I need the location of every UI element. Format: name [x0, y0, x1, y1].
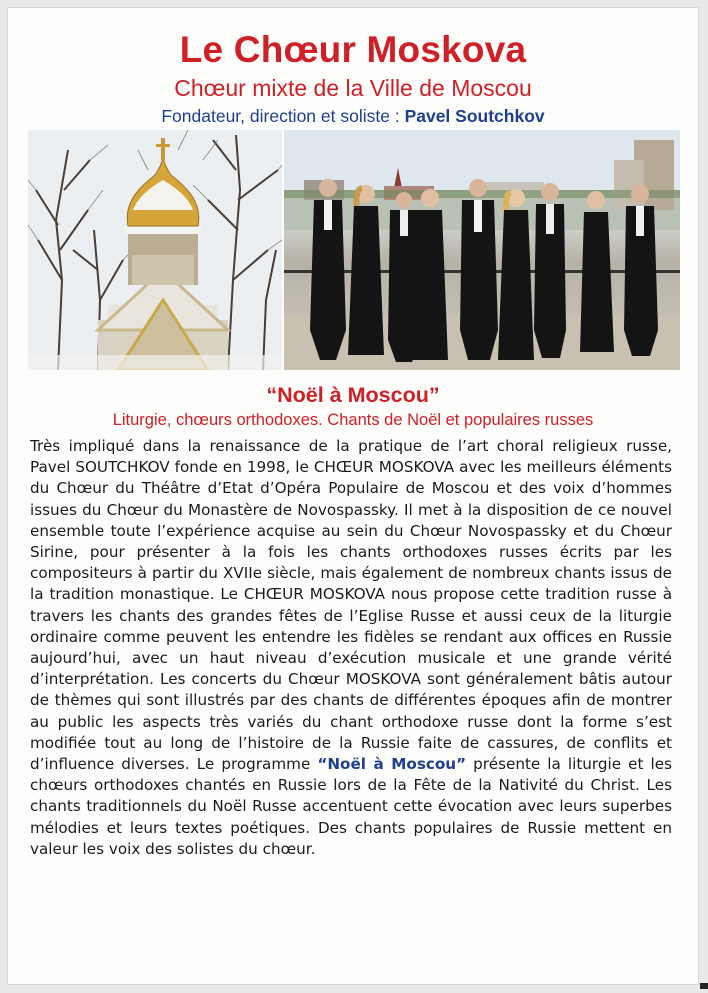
- flyer-page: [8, 8, 698, 984]
- founder-prefix: Fondateur, direction et soliste :: [161, 106, 405, 126]
- description-paragraph: [30, 436, 672, 860]
- choir-illustration: [284, 130, 680, 370]
- description-part-1: Très impliqué dans la renaissance de la pratique de l’art choral religieux russe, Pavel SOUTCHKOV fonde en 1998, le CHŒUR MOSKOVA avec les meilleurs éléments du Chœur du Théâtre d’Etat d’Opéra Populaire de Moscou et des voix d’hommes issues du Chœur du Monastère de Novospassky. Il met à la disposition de ce nouvel ensemble toute l’expérience acquise au sein du Chœur Novospassky et du Chœur Sirine, pour présenter à la fois les chants orthodoxes russes écrits par les compositeurs à partir du XVIIe siècle, mais également de nombreux chants issus de la tradition monastique. Le CHŒUR MOSKOVA nous propose cette tradition russe à travers les chants des grandes fêtes de l’Eglise Russe et aussi ceux de la liturgie ordinaire comme peuvent les entendre les fidèles se rendant aux offices en Russie aujourd’hui, avec un haut niveau d’exécution musicale et une grande vérité d’interprétation. Les concerts du Chœur MOSKOVA sont généralement bâtis autour de thèmes qui sont illustrés par des chants de différentes époques afin de montrer au public les aspects très variés du chant orthodoxe russe dont la forme s’est modifiée tout au long de l’histoire de la Russie faite de cassures, de conflits et d’influence diverses. Le programme: [30, 437, 672, 774]
- flyer-header: [8, 30, 698, 127]
- scan-edge-mark: [700, 983, 708, 989]
- concert-subtitle: Liturgie, chœurs orthodoxes. Chants de Noël et populaires russes: [112, 411, 594, 429]
- founder-line: [8, 105, 698, 127]
- founder-name: Pavel Soutchkov: [404, 106, 545, 126]
- church-illustration: [28, 130, 282, 370]
- church-photo: [28, 130, 282, 370]
- choir-photo: [284, 130, 680, 370]
- concert-title: “Noël à Moscou”: [266, 383, 440, 407]
- description-part-2: présente la liturgie et les chœurs orthodoxes chantés en Russie lors de la Fête de la Nativité du Christ. Les chants traditionnels du Noël Russe accentuent cette évocation avec leurs superbes mélodies et leurs textes poétiques. Des chants populaires de Russie mettent en valeur les voix des solistes du chœur.: [30, 755, 672, 858]
- choir-subtitle: Chœur mixte de la Ville de Moscou: [174, 75, 532, 101]
- choir-title: Le Chœur Moskova: [179, 29, 527, 70]
- program-name: “Noël à Moscou”: [317, 755, 467, 774]
